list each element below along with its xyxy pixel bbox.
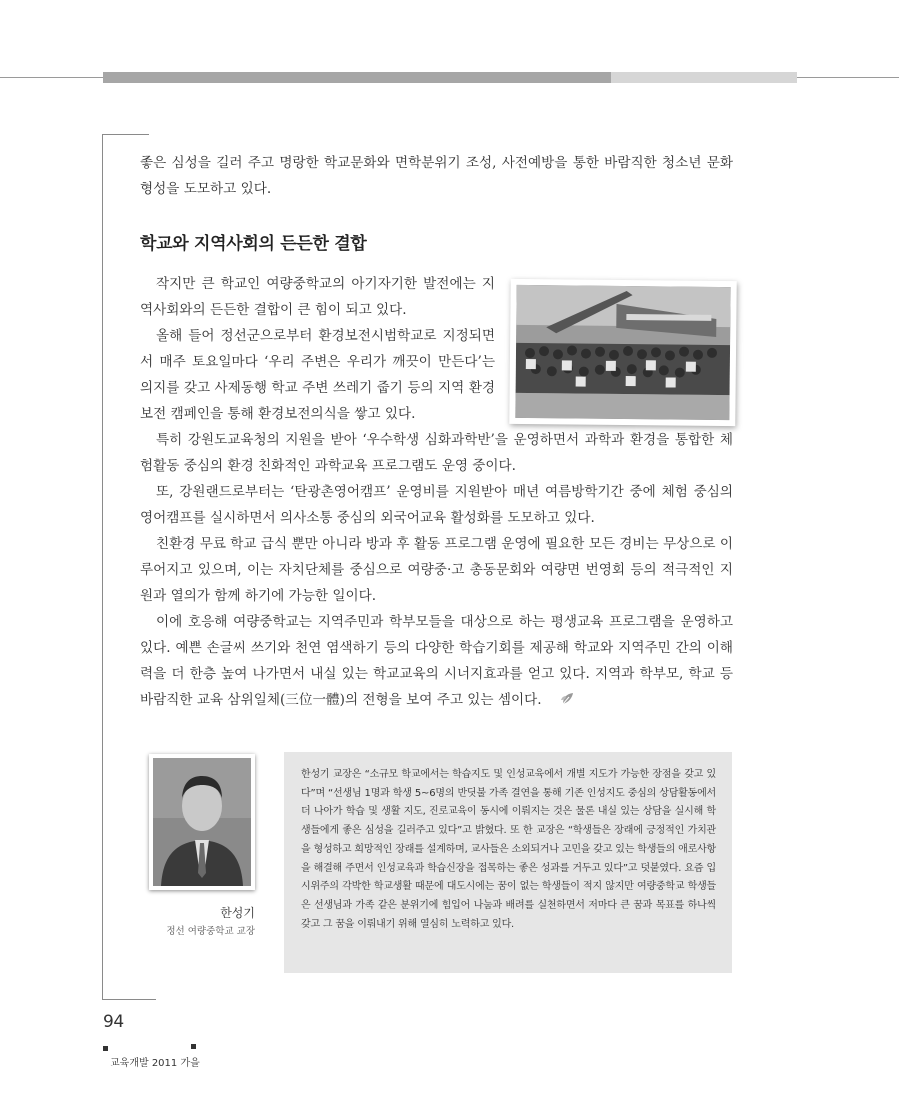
header-bar-light xyxy=(611,72,797,83)
body-paragraph-last xyxy=(140,609,733,714)
footer-square-icon xyxy=(191,1044,196,1049)
leaf-end-icon xyxy=(545,688,575,714)
publication-name: 교육개발 2011 가을 xyxy=(110,1058,200,1069)
principal-title: 정선 여량중학교 교장 xyxy=(166,926,255,937)
section-heading: 학교와 지역사회의 든든한 결합 xyxy=(140,234,367,254)
frame-left-line xyxy=(102,134,103,1000)
principal-portrait xyxy=(149,754,255,890)
group-photo xyxy=(509,279,737,426)
quote-text: 한성기 교장은 “소규모 학교에서는 학습지도 및 인성교육에서 개별 지도가 가능한 장점을 갖고 있다”며 “선생님 1명과 학생 5~6명의 반딧불 가족 결연을 통해 기존 인성지도 중심의 상담활동에서 더 나아가 학습 및 생활 지도, 진로교육이 동시에 이뤄지는 것은 물론 내실 있는 상담을 실시해 학생들에게 좋은 심성을 길러주고 있다”고 밝혔다. 또 한 교장은 “학생들은 장래에 긍정적인 가치관을 형성하고 희망적인 장래를 설계하며, 교사들은 소외되거나 고민을 갖고 있는 학생들의 애로사항을 해결해 주면서 인성교육과 학습신장을 접목하는 좋은 성과를 거두고 있다”고 덧붙였다. 요즘 입시위주의 각박한 학교생활 때문에 대도시에는 꿈이 없는 학생들이 적지 않지만 여량중학교 학생들은 선생님과 가족 같은 분위기에 힘입어 나눔과 배려를 실천하면서 저마다 큰 꿈과 목표를 하나씩 갖고 그 꿈을 이뤄내기 위해 열심히 노력하고 있다. xyxy=(301,769,716,930)
footer-square-icon xyxy=(103,1046,108,1051)
body-paragraph-text: 이에 호응해 여량중학교는 지역주민과 학부모들을 대상으로 하는 평생교육 프로그램을 운영하고 있다. 예쁜 손글씨 쓰기와 천연 염색하기 등의 다양한 학습기회를 제공해 학교와 지역주민 간의 이해력을 더 한층 높여 나가면서 내실 있는 학교교육의 시너지효과를 얻고 있다. 지역과 학부모, 학교 등 바람직한 교육 삼위일체(三位一體)의 전형을 보여 주고 있는 셈이다. xyxy=(140,614,733,708)
body-paragraph: 특히 강원도교육청의 지원을 받아 ‘우수학생 심화과학반’을 운영하면서 과학과 환경을 통합한 체험활동 중심의 환경 친화적인 과학교육 프로그램도 운영 중이다. xyxy=(140,432,733,474)
intro-paragraph: 좋은 심성을 길러 주고 명랑한 학교문화와 면학분위기 조성, 사전예방을 통한 바람직한 청소년 문화 형성을 도모하고 있다. xyxy=(140,155,733,197)
principal-name: 한성기 xyxy=(220,906,255,920)
body-paragraph: 올해 들어 정선군으로부터 환경보전시범학교로 지정되면서 매주 토요일마다 ‘우리 주변은 우리가 깨끗이 만든다’는 의지를 갖고 사제동행 학교 주변 쓰레기 줍기 등의 지역 환경보전 캠페인을 통해 환경보전의식을 쌓고 있다. xyxy=(140,328,495,422)
header-bar-dark xyxy=(103,72,611,83)
frame-top-line xyxy=(102,134,149,135)
group-photo-image xyxy=(515,285,730,420)
body-paragraph: 친환경 무료 학교 급식 뿐만 아니라 방과 후 활동 프로그램 운영에 필요한 모든 경비는 무상으로 이루어지고 있으며, 이는 자치단체를 중심으로 여량중·고 총동문회와 여량면 번영회 등의 적극적인 지원과 열의가 함께 하기에 가능한 일이다. xyxy=(140,536,733,604)
page-number: 94 xyxy=(103,1012,124,1032)
principal-portrait-image xyxy=(153,758,251,886)
body-paragraph: 또, 강원랜드로부터는 ‘탄광촌영어캠프’ 운영비를 지원받아 매년 여름방학기간 중에 체험 중심의 영어캠프를 실시하면서 의사소통 중심의 외국어교육 활성화를 도모하고 있다. xyxy=(140,484,733,526)
body-paragraph: 작지만 큰 학교인 여량중학교의 아기자기한 발전에는 지역사회와의 든든한 결합이 큰 힘이 되고 있다. xyxy=(140,276,495,318)
frame-bottom-line xyxy=(102,999,156,1000)
